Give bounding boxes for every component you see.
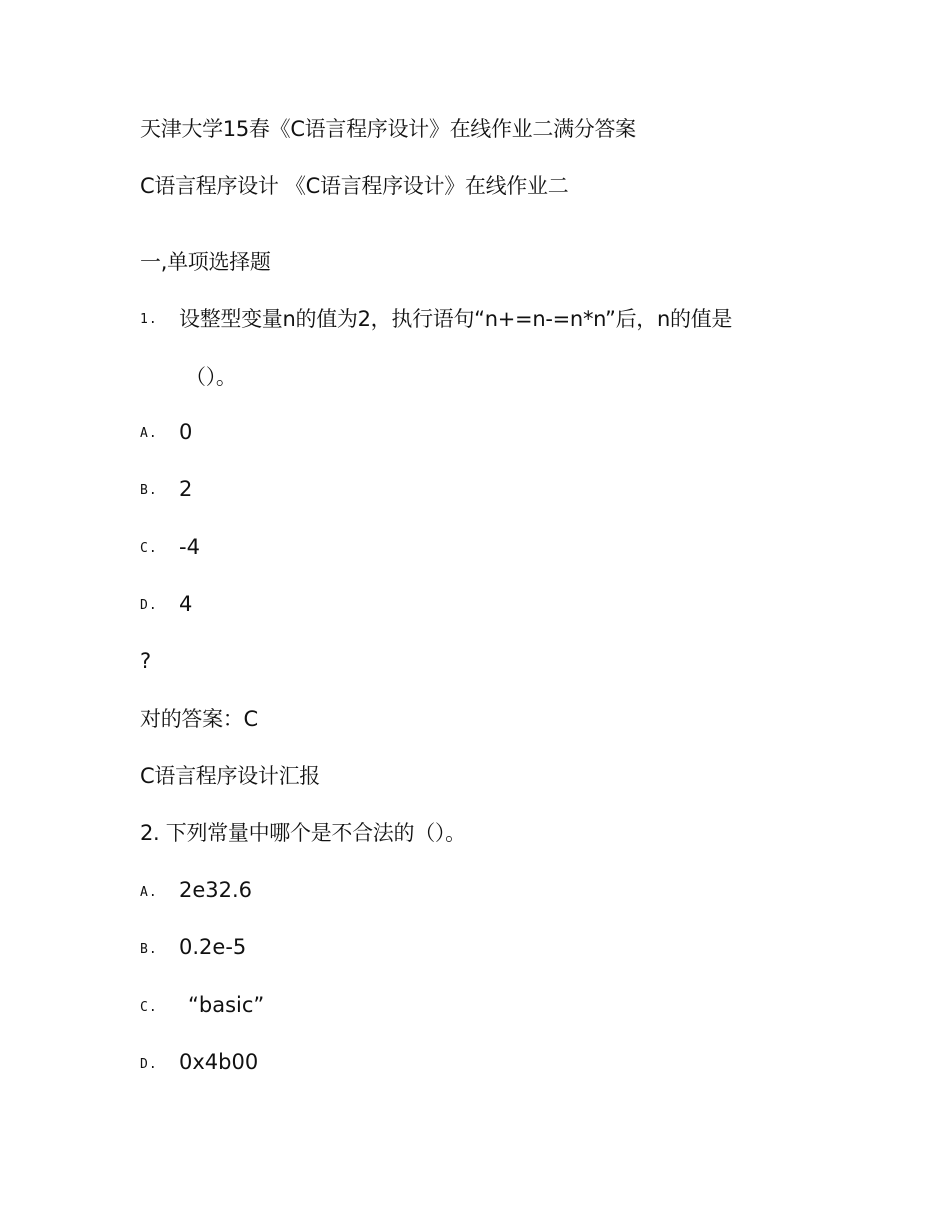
q1-source-note: C语言程序设计汇报	[140, 764, 320, 788]
q2-option-d-text: 0x4b00	[179, 1050, 259, 1074]
stray-mark: ?	[140, 649, 151, 673]
q1-text-line1: 设整型变量n的值为2，执行语句“n+=n-=n*n”后，n的值是	[179, 307, 733, 331]
document-title: 天津大学15春《C语言程序设计》在线作业二满分答案	[140, 117, 636, 141]
q1-option-d-text: 4	[179, 592, 193, 616]
q1-answer: 对的答案：C	[140, 707, 258, 731]
q2-option-a-text: 2e32.6	[179, 878, 253, 902]
q1-option-c-text: -4	[179, 535, 200, 559]
q2-option-a-marker: A.	[140, 885, 158, 900]
q2-option-b-text: 0.2e-5	[179, 935, 247, 959]
q2-option-d-marker: D.	[140, 1057, 158, 1072]
q2-option-b-marker: B.	[140, 942, 158, 957]
q2-option-c-marker: C.	[140, 1000, 158, 1015]
q1-option-b-marker: B.	[140, 483, 158, 498]
q2-text: 2. 下列常量中哪个是不合法的（）。	[140, 821, 466, 845]
q2-option-c-text: “basic”	[188, 993, 265, 1017]
q1-text-line2: （）。	[185, 365, 237, 389]
q1-option-c-marker: C.	[140, 541, 158, 556]
q1-option-d-marker: D.	[140, 598, 158, 613]
q1-option-a-marker: A.	[140, 426, 158, 441]
q1-option-b-text: 2	[179, 477, 193, 501]
section-heading: 一,单项选择题	[140, 250, 271, 274]
document-subtitle: C语言程序设计 《C语言程序设计》在线作业二	[140, 174, 569, 198]
q1-option-a-text: 0	[179, 420, 193, 444]
q1-number: 1.	[140, 312, 158, 327]
